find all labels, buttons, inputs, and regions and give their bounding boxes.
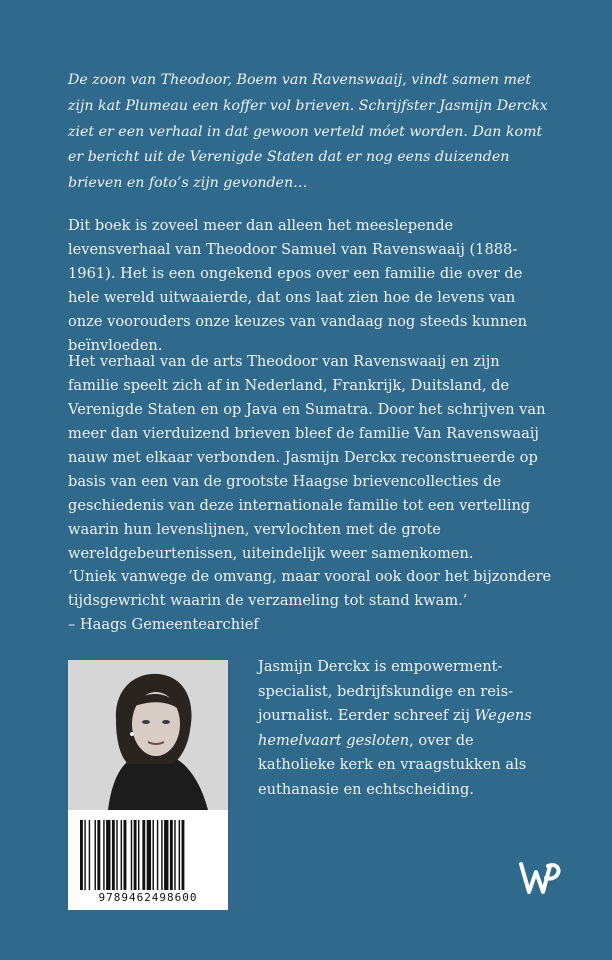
barcode-bar (80, 820, 83, 890)
barcode-bar (153, 820, 154, 890)
author-photo (68, 660, 228, 810)
barcode-bar (147, 820, 151, 890)
barcode-bar (97, 820, 100, 890)
barcode-bar (182, 820, 185, 890)
isbn-number: 9789462498600 (98, 891, 198, 904)
barcode-bar (179, 820, 180, 890)
author-bio (258, 655, 548, 803)
barcode-bar (121, 820, 122, 890)
quote-text: ‘Uniek vanwege de omvang, maar vooral ook door het bijzondere tijdsgewricht waarin de verzameling tot stand kwam.’ (68, 568, 552, 609)
barcode-bar (95, 820, 96, 890)
barcode-bar (131, 820, 132, 890)
barcode-bar (116, 820, 117, 890)
bio-book-title: Wegens hemelvaart gesloten (258, 707, 532, 749)
paragraph-summary: Dit boek is zoveel meer dan alleen het meeslepende levensverhaal van Theodoor Samuel van Ravenswaaij (1888-1961). Het is een ongekend epos over een familie die over de hele wereld uitwaaierde, dat ons laat zien hoe de levens van onze voorouders onze keuzes van vandaag nog steeds kunnen beïnvloeden. (68, 217, 528, 354)
barcode-bars (80, 820, 216, 890)
barcode-bar (174, 820, 175, 890)
barcode-bar (106, 820, 110, 890)
barcode-bar (170, 820, 173, 890)
barcode (68, 810, 228, 910)
quote-source: – Haags Gemeentearchief (68, 616, 259, 633)
barcode-bar (134, 820, 137, 890)
teaser-text: De zoon van Theodoor, Boem van Ravenswaaij, vindt samen met zijn kat Plumeau een koffer vol brieven. Schrijfster Jasmijn Derckx ziet er een verhaal in dat gewoon verteld móet worden. Dan komt er bericht uit de Verenigde Staten dat er nog eens duizenden brieven en foto’s zijn gevonden… (68, 72, 548, 192)
barcode-bar (124, 820, 127, 890)
barcode-bar (164, 820, 168, 890)
barcode-bar (161, 820, 162, 890)
barcode-bar (84, 820, 85, 890)
barcode-bar (157, 820, 158, 890)
bio-text-end: , over de katholieke kerk en vraagstukken als euthanasie en echtscheiding. (258, 731, 527, 798)
bio-text-start: Jasmijn Derckx is empowerment-specialist, bedrijfskundige en reis-journalist. Eerder schreef zij (258, 658, 513, 725)
barcode-bar (103, 820, 104, 890)
review-quote (68, 565, 552, 637)
paragraph-story: Het verhaal van de arts Theodoor van Ravenswaaij en zijn familie speelt zich af in Nederland, Frankrijk, Duitsland, de Verenigde Staten en op Java en Sumatra. Door het schrijven van meer dan vierduizend brieven bleef de familie Van Ravenswaaij nauw met elkaar verbonden. Jasmijn Derckx reconstrueerde op basis van een van de grootste Haagse brievencollecties de geschiedenis van deze internationale familie tot een vertelling waarin hun levenslijnen, vervlochten met de grote wereldgebeurtenissen, uiteindelijk weer samenkomen. (68, 353, 546, 562)
barcode-bar (142, 820, 145, 890)
barcode-bar (138, 820, 139, 890)
barcode-bar (112, 820, 115, 890)
barcode-bar (89, 820, 90, 890)
wp-logo-icon (518, 858, 562, 898)
